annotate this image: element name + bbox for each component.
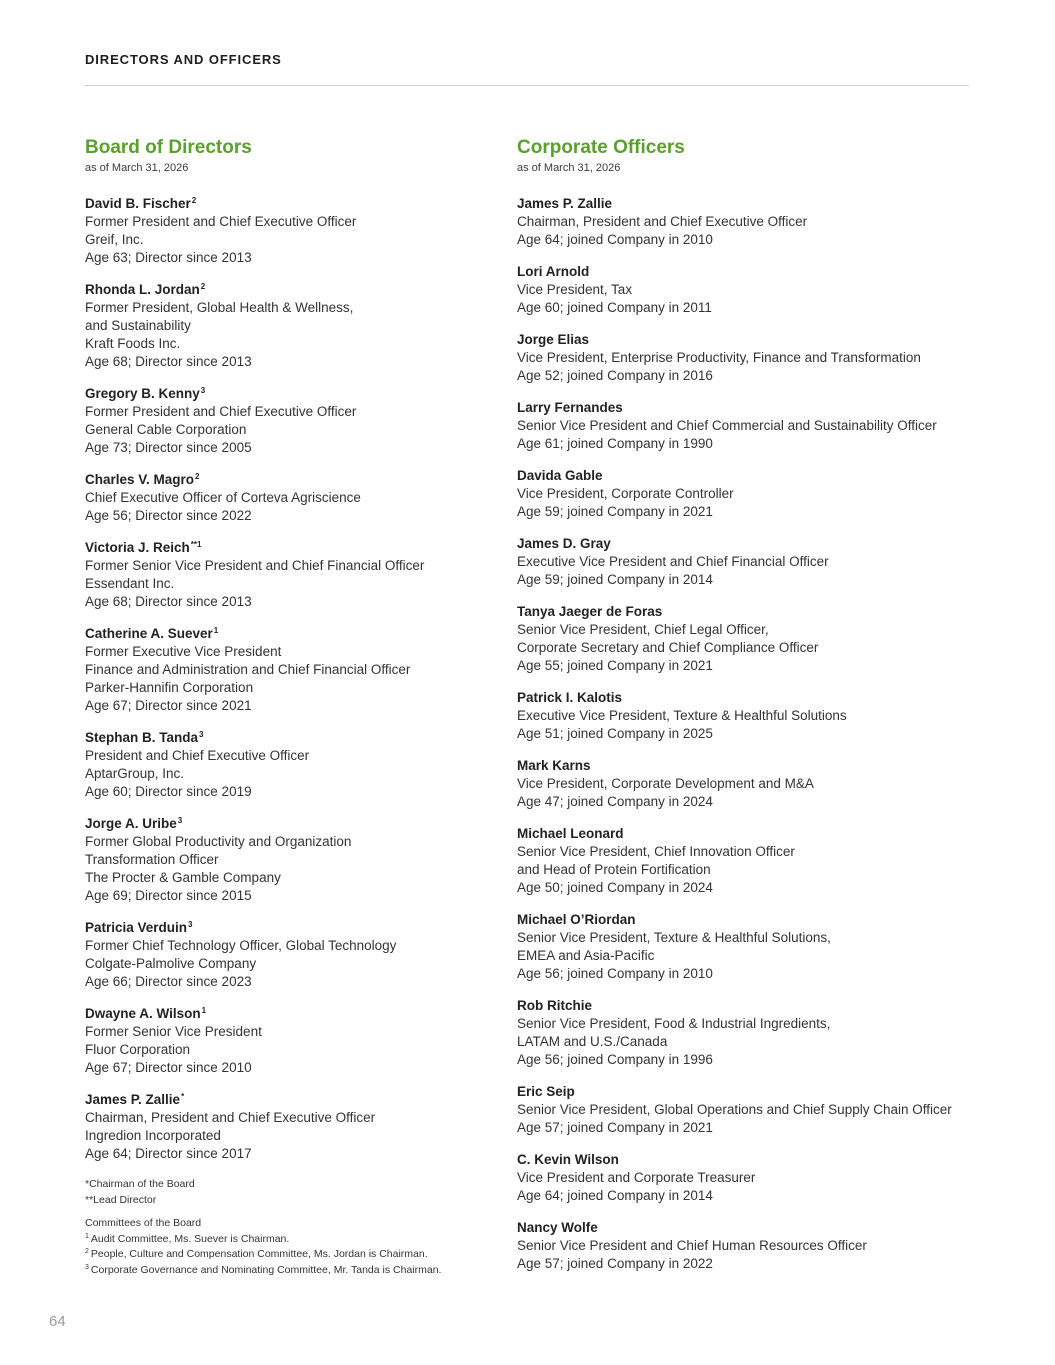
officer-detail-line: Vice President and Corporate Treasurer bbox=[517, 1170, 756, 1185]
officer-detail-line: Executive Vice President, Texture & Healthful Solutions bbox=[517, 708, 847, 723]
officer-detail-line: Age 60; joined Company in 2011 bbox=[517, 300, 712, 315]
director-name: Victoria J. Reich$^{**1}$ bbox=[85, 540, 202, 555]
officer-name: Lori Arnold bbox=[517, 264, 590, 279]
officer-detail-line: Chairman, President and Chief Executive Officer bbox=[517, 214, 808, 229]
director-detail-line: Age 66; Director since 2023 bbox=[85, 974, 252, 989]
officer-detail-line: Senior Vice President and Chief Commercial and Sustainability Officer bbox=[517, 418, 937, 433]
board-title: Board of Directors bbox=[85, 137, 252, 158]
officer-detail-line: Senior Vice President and Chief Human Resources Officer bbox=[517, 1238, 867, 1253]
director-name: Dwayne A. Wilson$^1$ bbox=[85, 1006, 207, 1021]
officer-detail-line: Age 55; joined Company in 2021 bbox=[517, 658, 713, 673]
chairman-note: *Chairman of the Board bbox=[85, 1178, 195, 1190]
officer-entry bbox=[517, 1083, 987, 1137]
officer-name: Davida Gable bbox=[517, 468, 603, 483]
director-detail-line: Age 69; Director since 2015 bbox=[85, 888, 252, 903]
officer-detail-line: Age 50; joined Company in 2024 bbox=[517, 880, 713, 895]
officer-entry bbox=[517, 467, 987, 521]
board-of-directors-column bbox=[85, 136, 485, 1286]
director-name: Rhonda L. Jordan$^2$ bbox=[85, 282, 206, 297]
officers-date: as of March 31, 2026 bbox=[517, 162, 621, 174]
officer-name: Eric Seip bbox=[517, 1084, 575, 1099]
director-detail-line: Age 63; Director since 2013 bbox=[85, 250, 252, 265]
director-detail-line: General Cable Corporation bbox=[85, 422, 247, 437]
committee-note: $^3$ Corporate Governance and Nominating Committee, Mr. Tanda is Chairman. bbox=[85, 1263, 442, 1276]
officer-detail-line: LATAM and U.S./Canada bbox=[517, 1034, 668, 1049]
officer-detail-line: Executive Vice President and Chief Financial Officer bbox=[517, 554, 829, 569]
director-detail-line: Chief Executive Officer of Corteva Agriscience bbox=[85, 490, 361, 505]
footnote-mark: 1 bbox=[201, 1006, 207, 1015]
director-entry bbox=[85, 815, 485, 905]
officer-detail-line: Vice President, Tax bbox=[517, 282, 633, 297]
board-date: as of March 31, 2026 bbox=[85, 162, 189, 174]
footnote-mark: 1 bbox=[213, 626, 219, 635]
officer-entry bbox=[517, 399, 987, 453]
director-name: Charles V. Magro$^2$ bbox=[85, 472, 200, 487]
director-detail-line: Age 68; Director since 2013 bbox=[85, 354, 252, 369]
director-detail-line: Age 60; Director since 2019 bbox=[85, 784, 252, 799]
officer-detail-line: Age 64; joined Company in 2014 bbox=[517, 1188, 713, 1203]
footnote-mark: 1 bbox=[85, 1232, 89, 1240]
footnote-mark: **1 bbox=[190, 540, 202, 549]
officer-detail-line: Senior Vice President, Chief Legal Officer, bbox=[517, 622, 769, 637]
officer-name: Larry Fernandes bbox=[517, 400, 623, 415]
director-detail-line: Age 67; Director since 2021 bbox=[85, 698, 252, 713]
officer-entry bbox=[517, 757, 987, 811]
director-name: Gregory B. Kenny$^3$ bbox=[85, 386, 206, 401]
footnote-mark: 3 bbox=[200, 386, 206, 395]
director-name: James P. Zallie* bbox=[85, 1092, 185, 1107]
section-header: DIRECTORS AND OFFICERS bbox=[85, 52, 282, 67]
director-entry bbox=[85, 729, 485, 801]
footnote-mark: 2 bbox=[85, 1248, 89, 1255]
director-entry bbox=[85, 281, 485, 371]
footnote-mark: 2 bbox=[191, 196, 197, 205]
director-detail-line: Former Chief Technology Officer, Global Technology bbox=[85, 938, 397, 953]
director-entry bbox=[85, 195, 485, 267]
page-number: 64 bbox=[49, 1313, 66, 1330]
footnote-mark: 2 bbox=[200, 282, 206, 291]
committee-note: $^1$ Audit Committee, Ms. Suever is Chairman. bbox=[85, 1232, 290, 1245]
officer-name: Rob Ritchie bbox=[517, 998, 593, 1013]
director-entry bbox=[85, 385, 485, 457]
officer-detail-line: Senior Vice President, Texture & Healthful Solutions, bbox=[517, 930, 831, 945]
director-entry bbox=[85, 625, 485, 715]
officer-detail-line: Age 59; joined Company in 2014 bbox=[517, 572, 713, 587]
officer-entry bbox=[517, 195, 987, 249]
officer-entry bbox=[517, 911, 987, 983]
director-detail-line: Age 56; Director since 2022 bbox=[85, 508, 252, 523]
director-entry bbox=[85, 1005, 485, 1077]
director-name: Patricia Verduin$^3$ bbox=[85, 920, 193, 935]
officer-detail-line: Age 51; joined Company in 2025 bbox=[517, 726, 713, 741]
officer-entry bbox=[517, 331, 987, 385]
director-detail-line: Former Senior Vice President and Chief Financial Officer bbox=[85, 558, 425, 573]
officer-name: Nancy Wolfe bbox=[517, 1220, 598, 1235]
board-footnotes bbox=[85, 1177, 485, 1278]
officer-name: Tanya Jaeger de Foras bbox=[517, 604, 663, 619]
officer-name: Mark Karns bbox=[517, 758, 591, 773]
director-detail-line: President and Chief Executive Officer bbox=[85, 748, 310, 763]
officer-name: Michael O’Riordan bbox=[517, 912, 636, 927]
committee-list bbox=[85, 1232, 485, 1279]
director-name: Catherine A. Suever$^1$ bbox=[85, 626, 219, 641]
director-detail-line: Age 67; Director since 2010 bbox=[85, 1060, 252, 1075]
director-detail-line: Parker-Hannifin Corporation bbox=[85, 680, 254, 695]
officer-entry bbox=[517, 603, 987, 675]
officer-detail-line: Age 57; joined Company in 2021 bbox=[517, 1120, 713, 1135]
director-detail-line: Age 68; Director since 2013 bbox=[85, 594, 252, 609]
officer-detail-line: EMEA and Asia-Pacific bbox=[517, 948, 655, 963]
director-detail-line: Ingredion Incorporated bbox=[85, 1128, 221, 1143]
officer-detail-line: Vice President, Corporate Controller bbox=[517, 486, 734, 501]
officer-detail-line: Senior Vice President, Chief Innovation Officer bbox=[517, 844, 795, 859]
director-detail-line: Essendant Inc. bbox=[85, 576, 175, 591]
footnote-mark: 3 bbox=[199, 730, 204, 739]
officer-detail-line: Age 56; joined Company in 1996 bbox=[517, 1052, 713, 1067]
director-detail-line: Former President and Chief Executive Officer bbox=[85, 404, 357, 419]
footnote-mark: 3 bbox=[188, 920, 193, 929]
officer-detail-line: Age 61; joined Company in 1990 bbox=[517, 436, 713, 451]
officer-detail-line: Age 64; joined Company in 2010 bbox=[517, 232, 713, 247]
officer-name: Jorge Elias bbox=[517, 332, 590, 347]
director-detail-line: Finance and Administration and Chief Financial Officer bbox=[85, 662, 411, 677]
officer-entry bbox=[517, 997, 987, 1069]
footnote-mark: 2 bbox=[195, 472, 200, 481]
officer-detail-line: Senior Vice President, Food & Industrial Ingredients, bbox=[517, 1016, 831, 1031]
officer-detail-line: Senior Vice President, Global Operations and Chief Supply Chain Officer bbox=[517, 1102, 952, 1117]
officer-detail-line: Corporate Secretary and Chief Compliance Officer bbox=[517, 640, 819, 655]
officer-detail-line: Age 47; joined Company in 2024 bbox=[517, 794, 713, 809]
corporate-officers-column bbox=[517, 136, 987, 1287]
footnote-mark: 3 bbox=[177, 816, 183, 825]
officer-entry bbox=[517, 1151, 987, 1205]
officer-name: James P. Zallie bbox=[517, 196, 613, 211]
officer-detail-line: and Head of Protein Fortification bbox=[517, 862, 711, 877]
director-detail-line: The Procter & Gamble Company bbox=[85, 870, 281, 885]
officer-name: James D. Gray bbox=[517, 536, 611, 551]
director-detail-line: Chairman, President and Chief Executive Officer bbox=[85, 1110, 376, 1125]
director-detail-line: Age 64; Director since 2017 bbox=[85, 1146, 252, 1161]
officer-name: C. Kevin Wilson bbox=[517, 1152, 619, 1167]
director-entry bbox=[85, 1091, 485, 1163]
director-detail-line: Former President and Chief Executive Officer bbox=[85, 214, 357, 229]
director-detail-line: Kraft Foods Inc. bbox=[85, 336, 181, 351]
director-detail-line: Transformation Officer bbox=[85, 852, 219, 867]
director-detail-line: Former Senior Vice President bbox=[85, 1024, 262, 1039]
director-detail-line: AptarGroup, Inc. bbox=[85, 766, 185, 781]
footnote-mark: 3 bbox=[85, 1263, 89, 1271]
director-detail-line: Age 73; Director since 2005 bbox=[85, 440, 252, 455]
officer-entry bbox=[517, 535, 987, 589]
officer-detail-line: Age 52; joined Company in 2016 bbox=[517, 368, 713, 383]
committee-note: $^2$ People, Culture and Compensation Committee, Ms. Jordan is Chairman. bbox=[85, 1248, 428, 1260]
lead-director-note: **Lead Director bbox=[85, 1193, 157, 1206]
officer-entry bbox=[517, 1219, 987, 1273]
officer-detail-line: Age 56; joined Company in 2010 bbox=[517, 966, 713, 981]
director-detail-line: Fluor Corporation bbox=[85, 1042, 191, 1057]
director-detail-line: Former President, Global Health & Wellness, bbox=[85, 300, 354, 315]
director-detail-line: Former Global Productivity and Organization bbox=[85, 834, 352, 849]
committees-title: Committees of the Board bbox=[85, 1217, 202, 1229]
director-name: Jorge A. Uribe$^3$ bbox=[85, 816, 183, 831]
director-detail-line: and Sustainability bbox=[85, 318, 191, 333]
officer-name: Michael Leonard bbox=[517, 826, 624, 841]
officer-entry bbox=[517, 263, 987, 317]
director-entry bbox=[85, 919, 485, 991]
header-divider bbox=[85, 85, 969, 86]
director-entry bbox=[85, 539, 485, 611]
officer-entry bbox=[517, 825, 987, 897]
footnote-mark: * bbox=[181, 1092, 185, 1101]
director-detail-line: Former Executive Vice President bbox=[85, 644, 282, 659]
director-detail-line: Colgate-Palmolive Company bbox=[85, 956, 257, 971]
officer-detail-line: Vice President, Corporate Development and M&A bbox=[517, 776, 814, 791]
officer-name: Patrick I. Kalotis bbox=[517, 690, 623, 705]
director-detail-line: Greif, Inc. bbox=[85, 232, 144, 247]
director-name: David B. Fischer$^2$ bbox=[85, 196, 197, 211]
officer-list bbox=[517, 195, 987, 1273]
officer-entry bbox=[517, 689, 987, 743]
director-entry bbox=[85, 471, 485, 525]
director-list bbox=[85, 195, 485, 1163]
officer-detail-line: Age 57; joined Company in 2022 bbox=[517, 1256, 713, 1271]
officers-title: Corporate Officers bbox=[517, 137, 685, 158]
director-name: Stephan B. Tanda$^3$ bbox=[85, 730, 204, 745]
officer-detail-line: Age 59; joined Company in 2021 bbox=[517, 504, 713, 519]
officer-detail-line: Vice President, Enterprise Productivity, Finance and Transformation bbox=[517, 350, 921, 365]
